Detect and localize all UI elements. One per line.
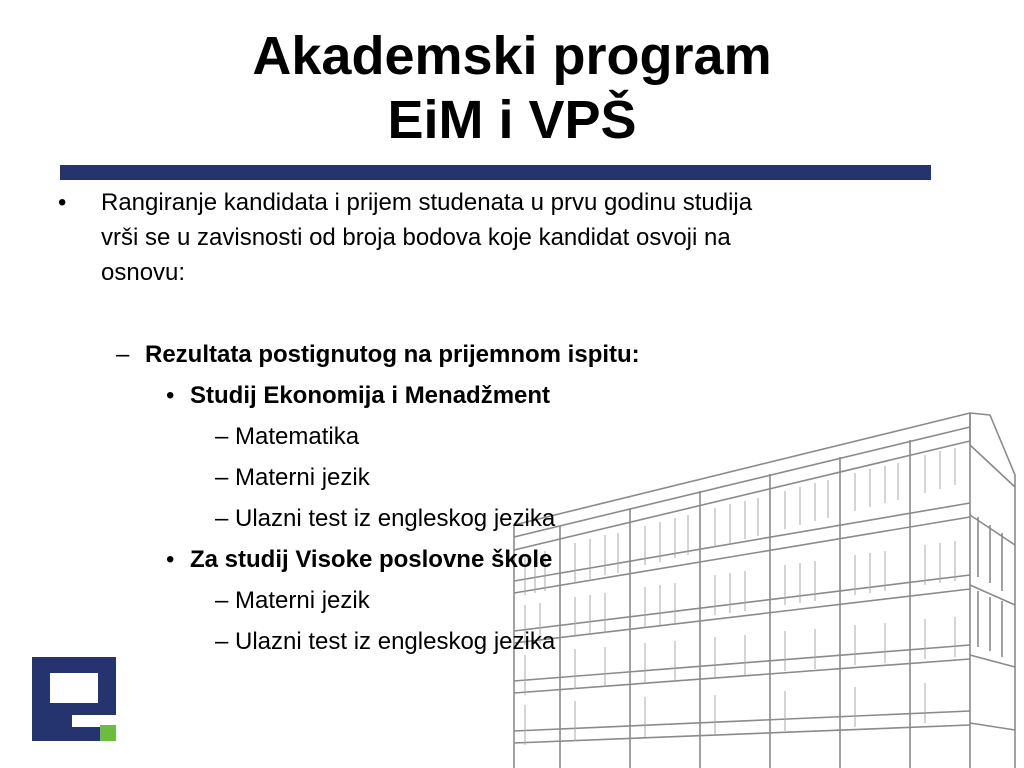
program-item: – Matematika [215,423,360,450]
slide-title-line1: Akademski program [252,26,772,86]
program-bullet: • [166,546,175,573]
intro-bullet: • [58,189,67,216]
program-name: Za studij Visoke poslovne škole [190,546,553,573]
intro-line-3: osnovu: [101,259,186,286]
program-item: – Materni jezik [215,587,370,614]
building-illustration-icon [500,405,1024,768]
program-bullet: • [166,382,175,409]
program-item: – Ulazni test iz engleskog jezika [215,505,556,532]
company-logo-icon [32,657,118,743]
program-item: – Ulazni test iz engleskog jezika [215,628,556,655]
sub-heading: Rezultata postignutog na prijemnom ispitu: [145,341,640,368]
intro-line-1: Rangiranje kandidata i prijem studenata u prvu godinu studija [101,189,753,216]
slide-title [0,24,1024,152]
program-item: – Materni jezik [215,464,370,491]
sub-heading-dash: – [116,341,130,368]
title-divider [60,165,931,180]
slide-title-line2: EiM i VPŠ [387,90,637,150]
intro-line-2: vrši se u zavisnosti od broja bodova koje kandidat osvoji na [101,224,731,251]
program-name: Studij Ekonomija i Menadžment [190,382,551,409]
